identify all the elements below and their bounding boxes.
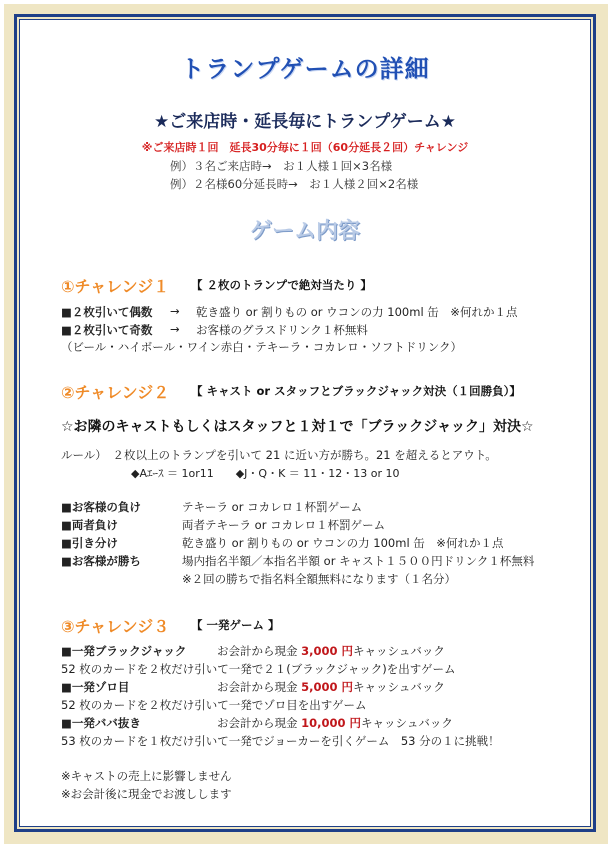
challenge1-drink-note: （ビール・ハイボール・ワイン赤白・テキーラ・コカレロ・ソフトドリンク） [61,340,463,354]
example-2: 例）２名様60分延長時→ お１人様２回×2名様 [170,177,419,191]
result-both-lose-label: ■両者負け [61,518,118,532]
subtitle: ★ご来店時・延長毎にトランプゲーム★ [154,112,456,132]
challenge1-even-prize: 乾き盛り or 割りもの or ウコンの力 100ml 缶 ※何れか１点 [196,305,518,319]
game-babanuki-label: ■一発ババ抜き [61,716,141,730]
page-content [19,19,591,827]
game-babanuki-desc: 53 枚のカードを１枚だけ引いて一発でジョーカーを引くゲーム 53 分の１に挑戦！ [61,734,500,748]
arrow-icon: → [170,322,180,336]
result-lose-text: テキーラ or コカレロ１杯罰ゲーム [182,500,363,514]
game-zorome-amount: 5,000 円 [301,680,354,694]
game-blackjack-prize: お会計から現金 3,000 円キャッシュバック [217,644,445,658]
game-blackjack-desc: 52 枚のカードを２枚だけ引いて一発で２１(ブラックジャック)を出すゲーム [61,662,456,676]
footnote-2: ※お会計後に現金でお渡しします [61,787,232,801]
example-1: 例）３名ご来店時→ お１人様１回×3名様 [170,159,393,173]
game-zorome-desc: 52 枚のカードを２枚だけ引いて一発でゾロ目を出すゲーム [61,698,367,712]
arrow-icon: → [170,304,180,318]
challenge2-headline: ☆お隣のキャストもしくはスタッフと１対１で「ブラックジャック」対決☆ [61,419,534,435]
challenge2-card-values: ◆Aｴｰｽ ＝ 1or11 ◆J・Q・K ＝ 11・12・13 or 10 [131,467,400,480]
game-blackjack-label: ■一発ブラックジャック [61,644,187,658]
result-draw-text: 乾き盛り or 割りもの or ウコンの力 100ml 缶 ※何れか１点 [182,536,504,550]
game-zorome-label: ■一発ゾロ目 [61,680,130,694]
challenge1-even-label: ■２枚引いて偶数 [61,305,153,319]
footnote-1: ※キャストの売上に影響しません [61,769,232,783]
challenge-frequency-note: ※ご来店時１回 延長30分毎に１回（60分延長２回）チャレンジ [141,141,469,154]
result-lose-label: ■お客様の負け [61,500,141,514]
game-blackjack-amount: 3,000 円 [301,644,354,658]
result-both-lose-text: 両者テキーラ or コカレロ１杯罰ゲーム [182,518,386,532]
challenge2-subtitle: 【 キャスト or スタッフとブラックジャック対決（１回勝負）】 [191,384,521,398]
page-title: トランプゲームの詳細 [180,55,430,83]
challenge1-heading: ①チャレンジ１ [61,277,170,296]
result-win-note: ※２回の勝ちで指名料全額無料になります（１名分） [182,572,457,586]
challenge2-rule: ルール） ２枚以上のトランプを引いて 21 に近い方が勝ち。21 を超えるとアウト。 [61,448,497,462]
challenge1-subtitle: 【 ２枚のトランプで絶対当たり 】 [191,278,372,292]
challenge2-heading: ②チャレンジ２ [61,383,170,402]
result-draw-label: ■引き分け [61,536,118,550]
section-title-game-content: ゲーム内容 [249,219,360,244]
challenge1-odd-label: ■２枚引いて奇数 [61,323,153,337]
result-win-label: ■お客様が勝ち [61,554,141,568]
game-babanuki-prize: お会計から現金 10,000 円キャッシュバック [217,716,453,730]
challenge3-subtitle: 【 一発ゲーム 】 [191,618,280,632]
challenge3-heading: ③チャレンジ３ [61,617,170,636]
result-win-text: 場内指名半額／本指名半額 or キャスト１５００円ドリンク１杯無料 [182,554,535,568]
game-zorome-prize: お会計から現金 5,000 円キャッシュバック [217,680,445,694]
game-babanuki-amount: 10,000 円 [301,716,362,730]
challenge1-odd-prize: お客様のグラスドリンク１杯無料 [196,323,368,337]
